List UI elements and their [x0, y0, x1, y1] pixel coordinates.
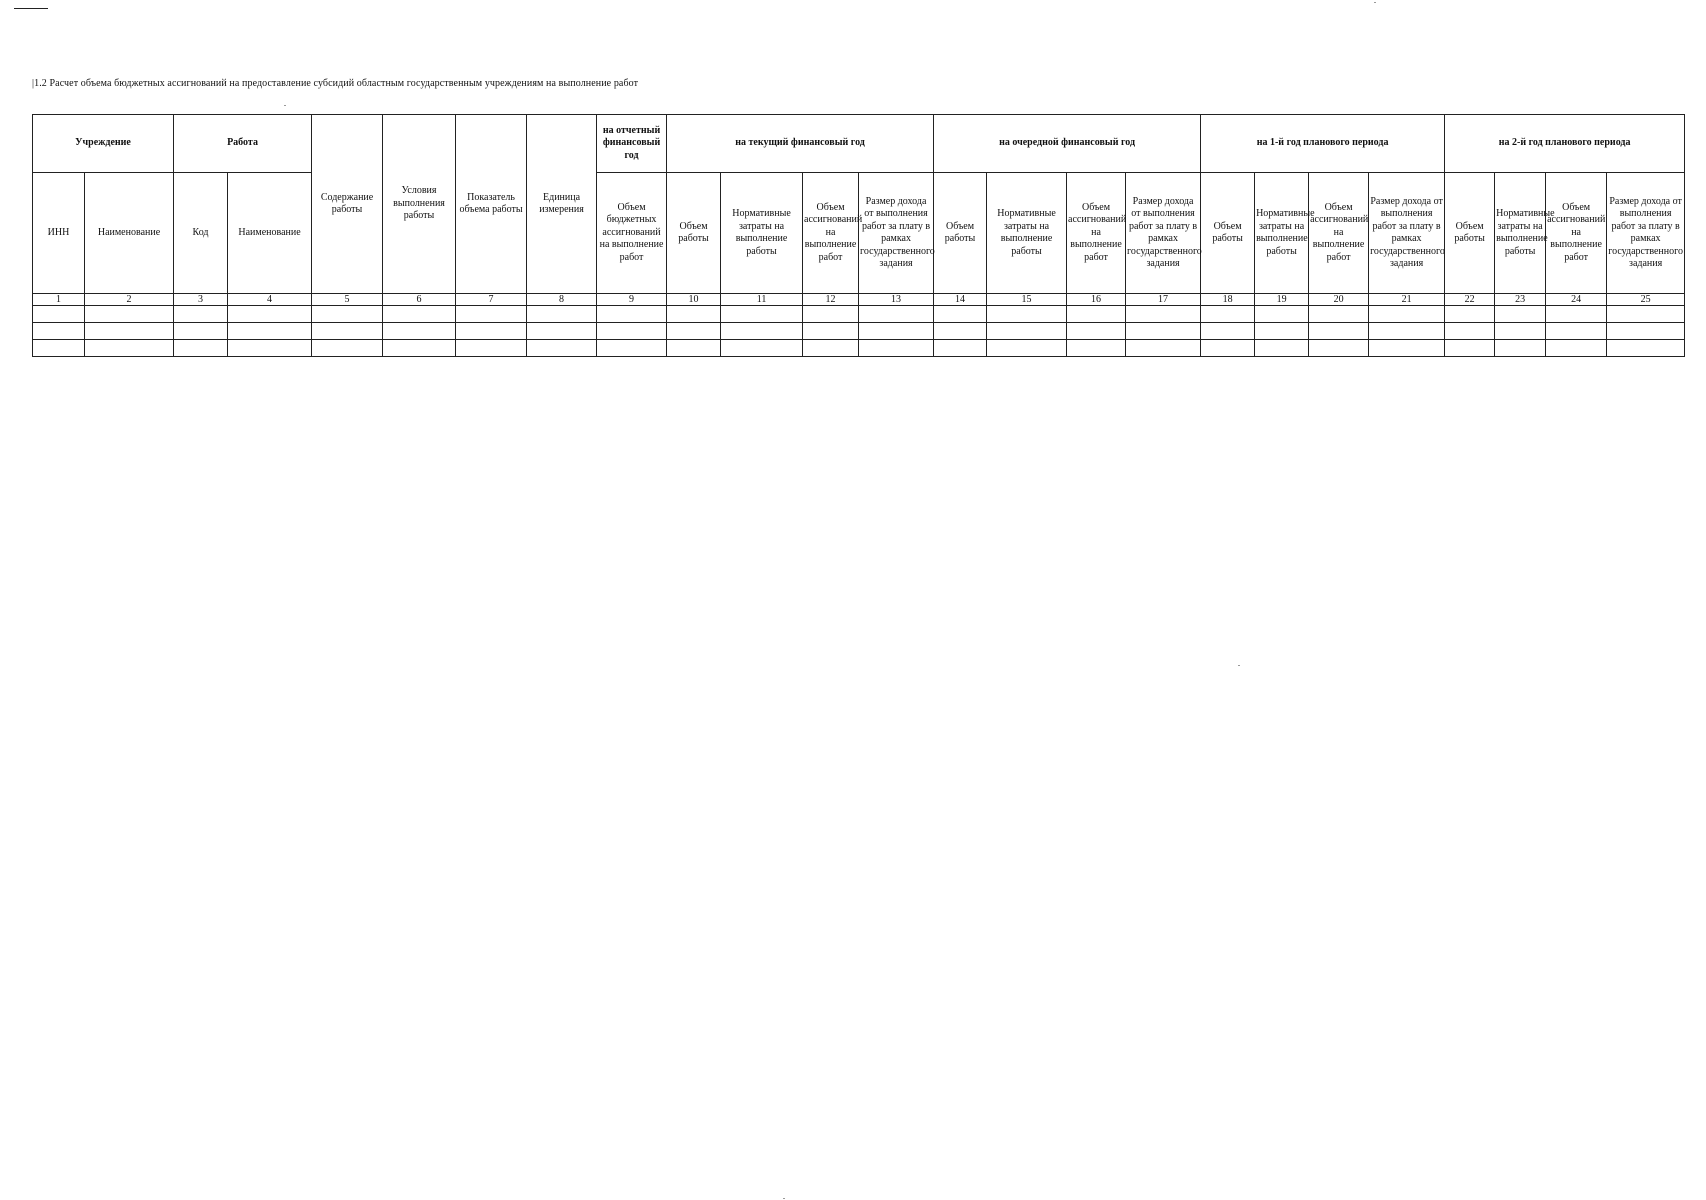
subheader-institution-name: Наименование	[85, 173, 174, 294]
empty-cell[interactable]	[1126, 306, 1201, 323]
empty-cell[interactable]	[1546, 323, 1607, 340]
subheader-plan1-allocations: Объем ассигнований на выполнение работ	[1309, 173, 1369, 294]
header-current-year: на текущий финансовый год	[667, 115, 934, 173]
empty-cell[interactable]	[1445, 306, 1495, 323]
empty-cell[interactable]	[33, 340, 85, 357]
scan-speck	[1374, 2, 1376, 3]
empty-cell[interactable]	[1126, 340, 1201, 357]
subheader-plan2-allocations: Объем ассигнований на выполнение работ	[1546, 173, 1607, 294]
subheader-next-volume: Объем работы	[934, 173, 987, 294]
empty-cell[interactable]	[1126, 323, 1201, 340]
budget-calculation-table	[32, 114, 1685, 357]
empty-cell[interactable]	[1369, 306, 1445, 323]
empty-cell[interactable]	[1255, 323, 1309, 340]
subheader-current-income: Размер дохода от выполнения работ за плату в рамках государственного задания	[859, 173, 934, 294]
empty-cell[interactable]	[1067, 306, 1126, 323]
empty-cell[interactable]	[312, 306, 383, 323]
column-number-cell: 2	[85, 294, 174, 306]
column-numbers-row	[33, 294, 1685, 306]
empty-cell[interactable]	[33, 306, 85, 323]
empty-cell[interactable]	[527, 306, 597, 323]
empty-cell[interactable]	[85, 306, 174, 323]
empty-cell[interactable]	[1201, 306, 1255, 323]
empty-cell[interactable]	[228, 306, 312, 323]
column-number-cell: 18	[1201, 294, 1255, 306]
empty-cell[interactable]	[721, 340, 803, 357]
subheader-inn: ИНН	[33, 173, 85, 294]
header-unit: Единица измерения	[527, 115, 597, 294]
empty-cell[interactable]	[1255, 306, 1309, 323]
subheader-plan1-volume: Объем работы	[1201, 173, 1255, 294]
column-number-cell: 21	[1369, 294, 1445, 306]
column-number-cell: 20	[1309, 294, 1369, 306]
subheader-current-volume: Объем работы	[667, 173, 721, 294]
empty-cell[interactable]	[1495, 306, 1546, 323]
header-work-content: Содержание работы	[312, 115, 383, 294]
column-number-cell: 14	[934, 294, 987, 306]
empty-cell[interactable]	[228, 340, 312, 357]
empty-cell[interactable]	[934, 323, 987, 340]
empty-cell[interactable]	[1495, 340, 1546, 357]
header-plan-year-1: на 1-й год планового периода	[1201, 115, 1445, 173]
empty-cell[interactable]	[383, 340, 456, 357]
column-number-cell: 4	[228, 294, 312, 306]
empty-cell[interactable]	[1445, 323, 1495, 340]
empty-cell[interactable]	[1607, 306, 1685, 323]
column-number-cell: 6	[383, 294, 456, 306]
empty-cell[interactable]	[174, 340, 228, 357]
table-row	[33, 306, 1685, 323]
empty-cell[interactable]	[1607, 323, 1685, 340]
corner-dash-mark	[14, 8, 48, 9]
column-number-cell: 23	[1495, 294, 1546, 306]
column-number-cell: 7	[456, 294, 527, 306]
empty-cell[interactable]	[1546, 340, 1607, 357]
scan-speck	[783, 1198, 785, 1199]
empty-cell[interactable]	[1495, 323, 1546, 340]
scan-speck	[1238, 665, 1240, 666]
empty-cell[interactable]	[312, 340, 383, 357]
table-row	[33, 323, 1685, 340]
column-number-cell: 11	[721, 294, 803, 306]
column-number-cell: 12	[803, 294, 859, 306]
empty-cell[interactable]	[597, 323, 667, 340]
empty-cell[interactable]	[85, 340, 174, 357]
header-work-conditions: Условия выполнения работы	[383, 115, 456, 294]
column-number-cell: 3	[174, 294, 228, 306]
empty-cell[interactable]	[85, 323, 174, 340]
column-number-cell: 17	[1126, 294, 1201, 306]
column-number-cell: 9	[597, 294, 667, 306]
empty-cell[interactable]	[859, 306, 934, 323]
column-number-cell: 8	[527, 294, 597, 306]
table-body	[33, 294, 1685, 357]
empty-cell[interactable]	[1201, 323, 1255, 340]
column-number-cell: 16	[1067, 294, 1126, 306]
header-plan-year-2: на 2-й год планового периода	[1445, 115, 1685, 173]
empty-cell[interactable]	[228, 323, 312, 340]
empty-cell[interactable]	[456, 323, 527, 340]
empty-cell[interactable]	[1369, 340, 1445, 357]
empty-cell[interactable]	[312, 323, 383, 340]
header-work: Работа	[174, 115, 312, 173]
empty-cell[interactable]	[456, 340, 527, 357]
empty-cell[interactable]	[1255, 340, 1309, 357]
empty-cell[interactable]	[859, 323, 934, 340]
empty-cell[interactable]	[859, 340, 934, 357]
empty-cell[interactable]	[667, 323, 721, 340]
column-number-cell: 25	[1607, 294, 1685, 306]
subheader-work-code: Код	[174, 173, 228, 294]
empty-cell[interactable]	[987, 323, 1067, 340]
column-number-cell: 15	[987, 294, 1067, 306]
empty-cell[interactable]	[1607, 340, 1685, 357]
empty-cell[interactable]	[803, 323, 859, 340]
empty-cell[interactable]	[1201, 340, 1255, 357]
subheader-next-income: Размер дохода от выполнения работ за плату в рамках государственного задания	[1126, 173, 1201, 294]
empty-cell[interactable]	[174, 306, 228, 323]
subheader-plan1-norm-costs: Нормативные затраты на выполнение работы	[1255, 173, 1309, 294]
empty-cell[interactable]	[1309, 306, 1369, 323]
subheader-plan1-income: Размер дохода от выполнения работ за плату в рамках государственного задания	[1369, 173, 1445, 294]
empty-cell[interactable]	[1369, 323, 1445, 340]
subheader-next-norm-costs: Нормативные затраты на выполнение работы	[987, 173, 1067, 294]
header-institution: Учреждение	[33, 115, 174, 173]
empty-cell[interactable]	[987, 306, 1067, 323]
header-volume-indicator: Показатель объема работы	[456, 115, 527, 294]
subheader-plan2-income: Размер дохода от выполнения работ за плату в рамках государственного задания	[1607, 173, 1685, 294]
empty-cell[interactable]	[803, 340, 859, 357]
header-row-groups	[33, 115, 1685, 173]
empty-cell[interactable]	[803, 306, 859, 323]
header-next-year: на очередной финансовый год	[934, 115, 1201, 173]
empty-cell[interactable]	[527, 340, 597, 357]
column-number-cell: 13	[859, 294, 934, 306]
subheader-current-norm-costs: Нормативные затраты на выполнение работы	[721, 173, 803, 294]
empty-cell[interactable]	[1067, 323, 1126, 340]
column-number-cell: 5	[312, 294, 383, 306]
empty-cell[interactable]	[383, 323, 456, 340]
empty-cell[interactable]	[174, 323, 228, 340]
subheader-plan2-norm-costs: Нормативные затраты на выполнение работы	[1495, 173, 1546, 294]
empty-cell[interactable]	[667, 340, 721, 357]
empty-cell[interactable]	[1546, 306, 1607, 323]
scan-speck	[284, 105, 286, 106]
empty-cell[interactable]	[383, 306, 456, 323]
empty-cell[interactable]	[721, 306, 803, 323]
subheader-current-allocations: Объем ассигнований на выполнение работ	[803, 173, 859, 294]
empty-cell[interactable]	[1309, 323, 1369, 340]
document-title: |1.2 Расчет объема бюджетных ассигнований на предоставление субсидий областным государственным учреждениям на выполнение работ	[32, 78, 639, 89]
empty-cell[interactable]	[721, 323, 803, 340]
subheader-reporting-volume: Объем бюджетных ассигнований на выполнение работ	[597, 173, 667, 294]
column-number-cell: 22	[1445, 294, 1495, 306]
empty-cell[interactable]	[1445, 340, 1495, 357]
empty-cell[interactable]	[934, 306, 987, 323]
empty-cell[interactable]	[33, 323, 85, 340]
empty-cell[interactable]	[1309, 340, 1369, 357]
empty-cell[interactable]	[987, 340, 1067, 357]
empty-cell[interactable]	[456, 306, 527, 323]
column-number-cell: 19	[1255, 294, 1309, 306]
empty-cell[interactable]	[527, 323, 597, 340]
column-number-cell: 10	[667, 294, 721, 306]
empty-cell[interactable]	[597, 340, 667, 357]
subheader-plan2-volume: Объем работы	[1445, 173, 1495, 294]
table-row	[33, 340, 1685, 357]
header-reporting-year: на отчетный финансовый год	[597, 115, 667, 173]
column-number-cell: 24	[1546, 294, 1607, 306]
header-row-subcolumns	[33, 173, 1685, 294]
empty-cell[interactable]	[934, 340, 987, 357]
subheader-work-name: Наименование	[228, 173, 312, 294]
empty-cell[interactable]	[1067, 340, 1126, 357]
empty-cell[interactable]	[667, 306, 721, 323]
column-number-cell: 1	[33, 294, 85, 306]
empty-cell[interactable]	[597, 306, 667, 323]
subheader-next-allocations: Объем ассигнований на выполнение работ	[1067, 173, 1126, 294]
